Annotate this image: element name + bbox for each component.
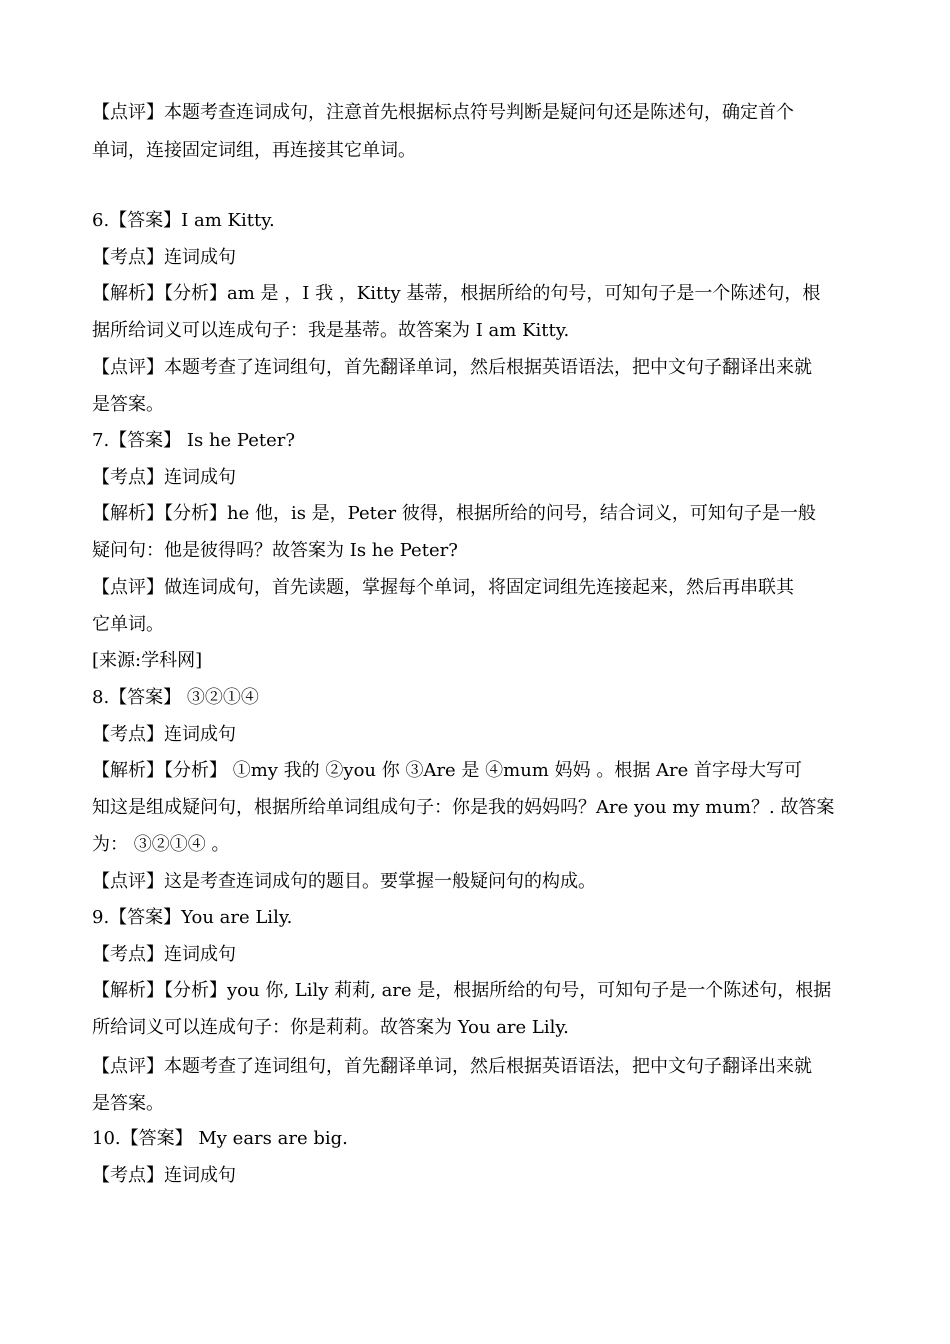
text-line: 【点评】做连词成句，首先读题，掌握每个单词，将固定词组先连接起来，然后再串联其 <box>92 577 794 598</box>
text-line: 是答案。 <box>92 394 164 415</box>
text-line: 10.【答案】 My ears are big. <box>92 1128 348 1149</box>
text-line: 疑问句：他是彼得吗？故答案为 Is he Peter? <box>92 540 458 561</box>
text-line: 知这是组成疑问句，根据所给单词组成句子：你是我的妈妈吗？Are you my mum？. 故答案 <box>92 797 835 818</box>
text-line: 【考点】连词成句 <box>92 724 236 745</box>
text-line: 9.【答案】You are Lily. <box>92 907 293 928</box>
text-line: 7.【答案】 Is he Peter? <box>92 430 296 451</box>
text-line: 【解析】【分析】 ①my 我的 ②you 你 ③Are 是 ④mum 妈妈 。根据 Are 首字母大写可 <box>92 760 803 781</box>
text-line: 为： ③②①④ 。 <box>92 834 230 855</box>
text-line: 8.【答案】 ③②①④ <box>92 687 259 708</box>
text-line: 据所给词义可以连成句子：我是基蒂。故答案为 I am Kitty. <box>92 320 570 341</box>
text-line: 【解析】【分析】he 他，is 是，Peter 彼得，根据所给的问号，结合词义，可知句子是一般 <box>92 503 816 524</box>
text-line: 【点评】本题考查连词成句，注意首先根据标点符号判断是疑问句还是陈述句，确定首个 <box>92 102 794 123</box>
text-line: 【考点】连词成句 <box>92 944 236 965</box>
text-line: 【考点】连词成句 <box>92 247 236 268</box>
text-line: 【点评】这是考查连词成句的题目。要掌握一般疑问句的构成。 <box>92 871 596 892</box>
text-line: 【考点】连词成句 <box>92 1165 236 1186</box>
text-line: 【点评】本题考查了连词组句，首先翻译单词，然后根据英语语法，把中文句子翻译出来就 <box>92 1056 812 1077</box>
text-line: 【解析】【分析】you 你, Lily 莉莉, are 是，根据所给的句号，可知句子是一个陈述句，根据 <box>92 980 832 1001</box>
text-line: 【点评】本题考查了连词组句，首先翻译单词，然后根据英语语法，把中文句子翻译出来就 <box>92 357 812 378</box>
text-line: [来源:学科网] <box>92 650 203 671</box>
text-line: 【考点】连词成句 <box>92 467 236 488</box>
text-line: 是答案。 <box>92 1093 164 1114</box>
text-line: 6.【答案】I am Kitty. <box>92 210 275 231</box>
text-line: 【解析】【分析】am 是 ，I 我 ，Kitty 基蒂，根据所给的句号，可知句子是一个陈述句，根 <box>92 283 821 304</box>
text-line: 它单词。 <box>92 614 164 635</box>
text-line: 单词，连接固定词组，再连接其它单词。 <box>92 140 416 161</box>
text-line: 所给词义可以连成句子：你是莉莉。故答案为 You are Lily. <box>92 1017 569 1038</box>
